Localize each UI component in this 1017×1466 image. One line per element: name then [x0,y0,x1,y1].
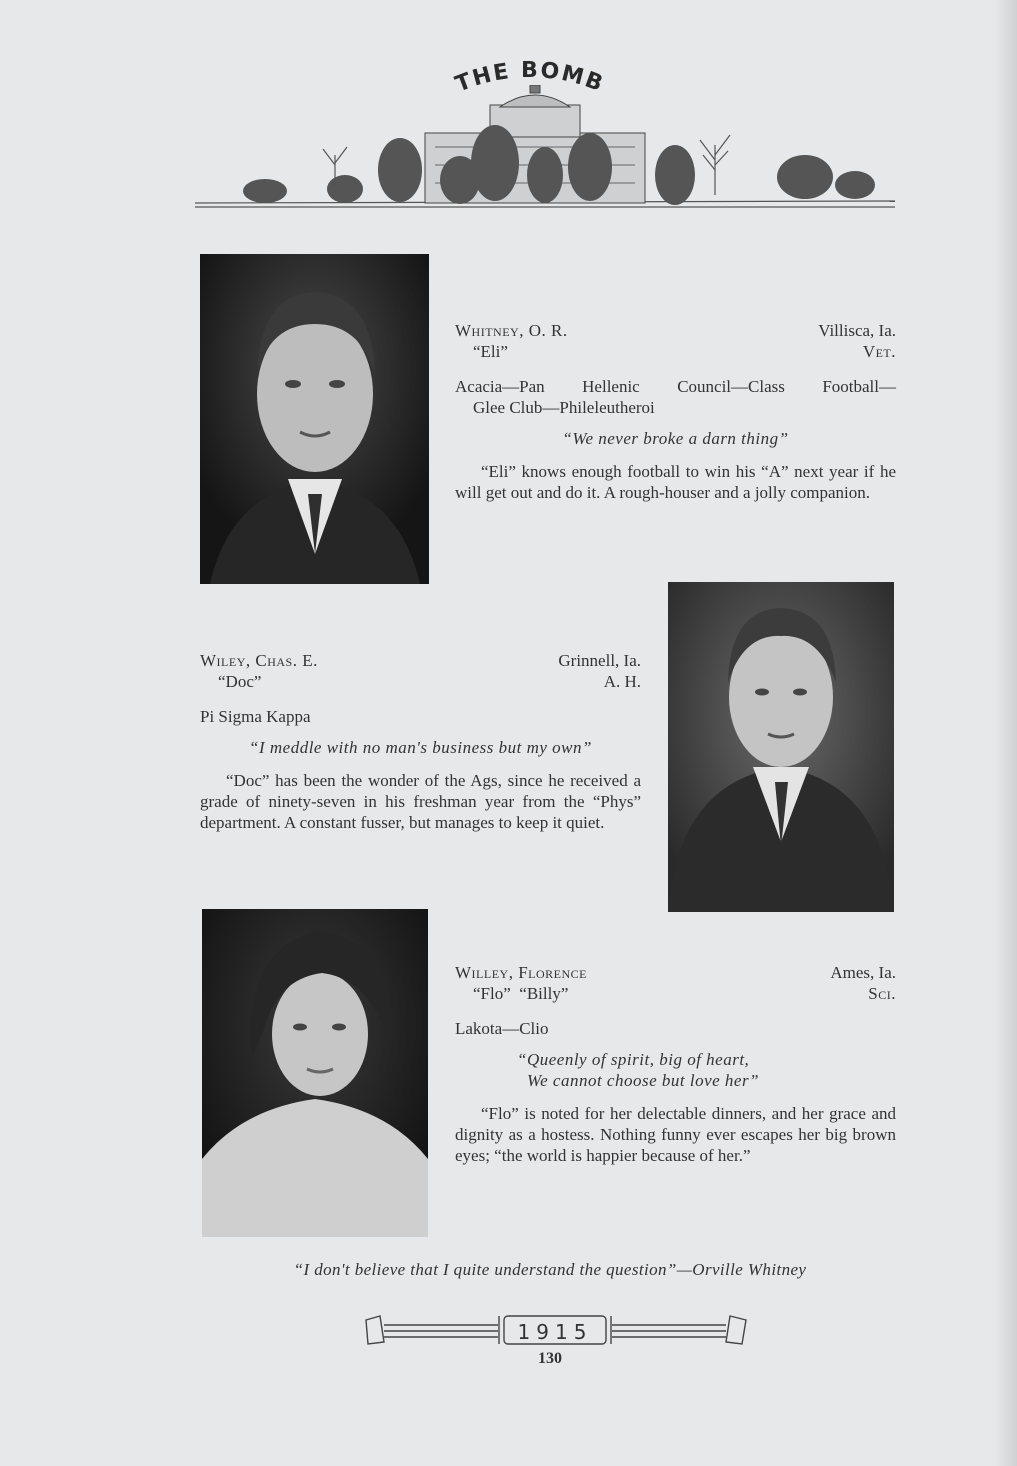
motto [455,1049,896,1091]
bio: “Eli” knows enough football to win his “A” next year if he will get out and do it. A rough-houser and a jolly companion. [455,462,896,502]
activities-line: Acacia—Pan Hellenic Council—Class Football— [455,377,896,396]
entry-whitney [455,320,896,503]
portrait-whitney [200,254,429,584]
bio: “Flo” is noted for her delectable dinners, and her grace and dignity as a hostess. Nothing funny ever escapes her big brown eyes; “the world is happier because of her.” [455,1104,896,1165]
footer-quote: “I don't believe that I quite understand the question”—Orville Whitney [293,1260,807,1279]
motto: “We never broke a darn thing” [562,429,789,448]
motto: “I meddle with no man's business but my own” [249,738,592,757]
activities-line: Pi Sigma Kappa [200,707,311,726]
nickname: “Eli” [473,342,508,361]
masthead-title-text: THE BOMB [452,57,608,98]
student-name: Willey, Florence [455,963,587,982]
entry-willey [455,962,896,1166]
motto-line: “Queenly of spirit, big of heart, [517,1050,750,1069]
hometown: Grinnell, Ia. [558,651,641,670]
page-number: 130 [538,1350,562,1367]
activities-line: Glee Club—Phileleutheroi [473,398,655,417]
portrait-willey [202,909,428,1237]
entry-wiley [200,650,641,833]
hometown: Villisca, Ia. [818,321,896,340]
portrait-wiley [668,582,894,912]
student-name: Whitney, O. R. [455,321,568,340]
activities [455,1018,896,1039]
campus-illustration [195,85,900,213]
course: Vet. [862,342,896,361]
course: Sci. [868,984,896,1003]
bio: “Doc” has been the wonder of the Ags, since he received a grade of ninety-seven in his freshman year from the “Phys” department. A constant fusser, but manages to keep it quiet. [200,771,641,832]
activities [200,706,641,727]
student-name: Wiley, Chas. E. [200,651,318,670]
nickname: “Doc” [218,672,262,691]
year-banner [358,1312,752,1348]
course: A. H. [603,672,641,691]
year-text: 1915 [517,1320,593,1344]
motto-line: We cannot choose but love her” [527,1071,760,1090]
hometown: Ames, Ia. [830,963,896,982]
nickname: “Flo” “Billy” [473,984,569,1003]
activities [455,376,896,418]
activities-line: Lakota—Clio [455,1019,549,1038]
